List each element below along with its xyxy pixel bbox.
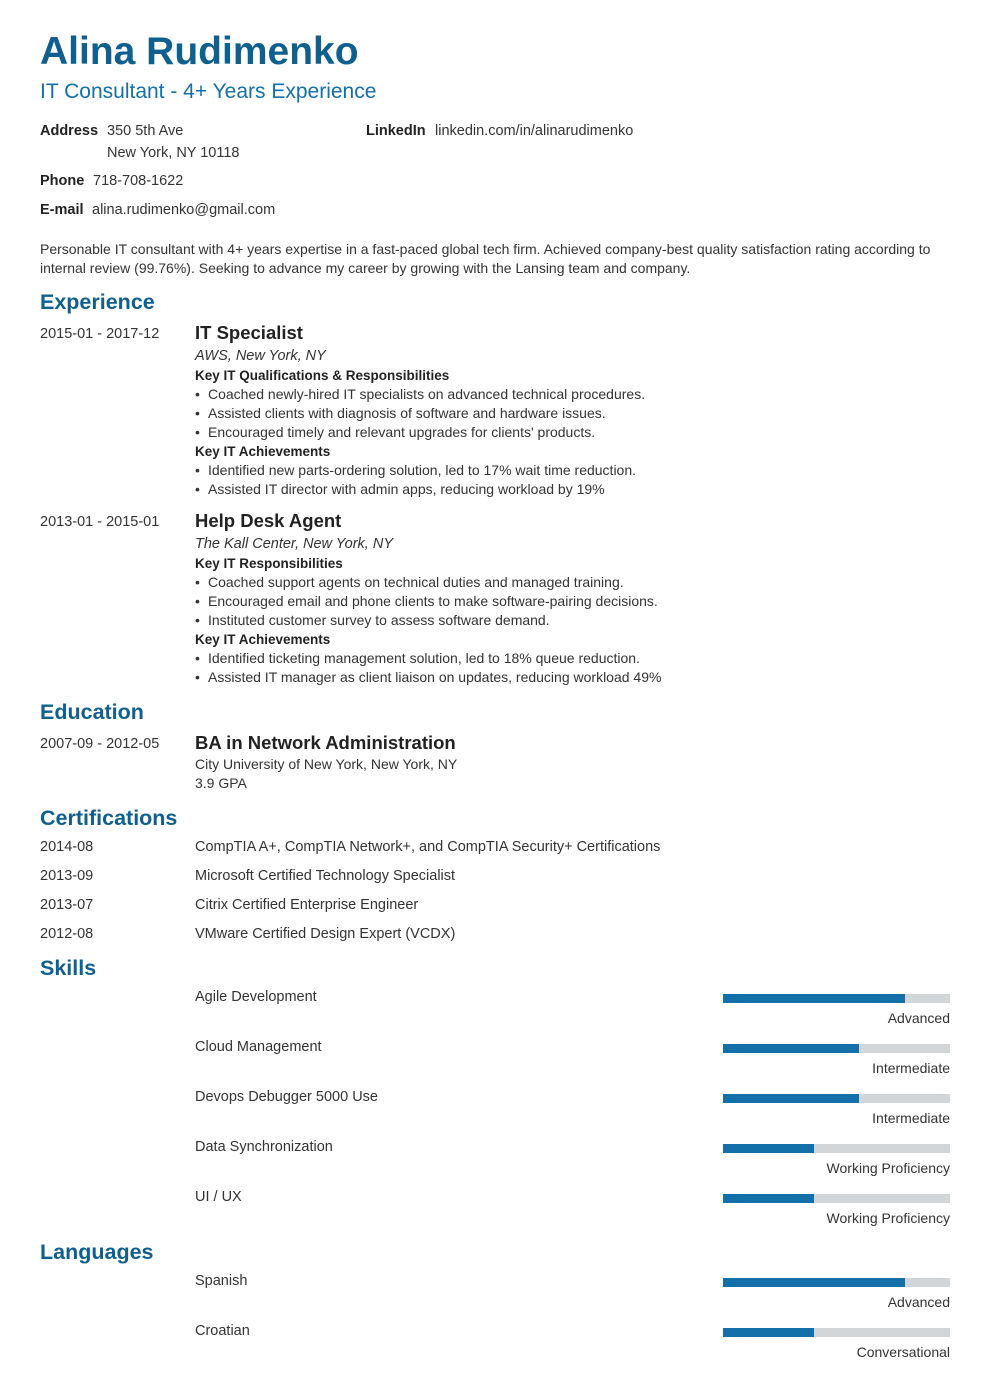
- education-school: City University of New York, New York, NY: [195, 756, 458, 772]
- section-title-experience: Experience: [40, 290, 155, 314]
- bullet-icon: •: [195, 593, 200, 609]
- job-group-heading: Key IT Achievements: [195, 632, 331, 647]
- profile-summary: Personable IT consultant with 4+ years expertise in a fast-paced global tech firm. Achieved company-best quality satisfaction rating according to internal review (99.76%). Seeking to advance my career by growing with the Lansing team and company.: [40, 241, 931, 276]
- phone-label: Phone: [40, 173, 85, 189]
- bullet-icon: •: [195, 424, 200, 440]
- language-level-label: Advanced: [887, 1294, 950, 1310]
- certification-date: 2013-07: [40, 897, 94, 913]
- bullet-icon: •: [195, 669, 200, 685]
- email-link[interactable]: alina.rudimenko@gmail.com: [92, 202, 276, 218]
- bullet-text: Instituted customer survey to assess software demand.: [208, 612, 550, 628]
- bullet-text: Coached newly-hired IT specialists on advanced technical procedures.: [208, 386, 646, 402]
- skill-name: Agile Development: [195, 989, 317, 1005]
- certification-date: 2012-08: [40, 926, 94, 942]
- job-bullet: [195, 668, 661, 687]
- contact-linkedin: [366, 121, 766, 143]
- skill-level-label: Intermediate: [872, 1110, 950, 1126]
- address-label: Address: [40, 123, 99, 139]
- certification-name: Citrix Certified Enterprise Engineer: [195, 897, 419, 913]
- skill-name: Data Synchronization: [195, 1139, 333, 1155]
- skill-level-bar: [723, 1044, 950, 1053]
- contact-phone: [40, 171, 340, 193]
- language-name: Croatian: [195, 1323, 250, 1339]
- bullet-icon: •: [195, 386, 200, 402]
- bullet-icon: •: [195, 481, 200, 497]
- linkedin-link[interactable]: linkedin.com/in/alinarudimenko: [435, 123, 634, 139]
- bullet-text: Assisted IT director with admin apps, reducing workload by 19%: [208, 481, 605, 497]
- skill-level-bar: [723, 1194, 950, 1203]
- bullet-text: Assisted IT manager as client liaison on updates, reducing workload 49%: [208, 669, 662, 685]
- job-title: IT Specialist: [195, 322, 303, 343]
- job-bullet: [195, 611, 550, 630]
- certification-name: VMware Certified Design Expert (VCDX): [195, 926, 456, 942]
- language-name: Spanish: [195, 1273, 248, 1289]
- contact-address: [40, 121, 340, 165]
- bullet-text: Identified new parts-ordering solution, led to 17% wait time reduction.: [208, 462, 637, 478]
- bullet-icon: •: [195, 612, 200, 628]
- certification-name: CompTIA A+, CompTIA Network+, and CompTIA Security+ Certifications: [195, 839, 661, 855]
- job-company: AWS, New York, NY: [195, 348, 326, 364]
- bullet-text: Identified ticketing management solution, led to 18% queue reduction.: [208, 650, 640, 666]
- education-degree: BA in Network Administration: [195, 732, 456, 753]
- job-dates: 2015-01 - 2017-12: [40, 326, 160, 342]
- job-bullet: [195, 385, 645, 404]
- skill-name: Devops Debugger 5000 Use: [195, 1089, 378, 1105]
- bullet-text: Encouraged email and phone clients to make software-pairing decisions.: [208, 593, 658, 609]
- address-line1: 350 5th Ave: [107, 123, 184, 139]
- job-bullet: [195, 649, 640, 668]
- bullet-text: Encouraged timely and relevant upgrades for clients' products.: [208, 424, 596, 440]
- education-dates: 2007-09 - 2012-05: [40, 736, 160, 752]
- language-level-label: Conversational: [856, 1344, 950, 1360]
- job-bullet: [195, 573, 624, 592]
- skill-name: UI / UX: [195, 1189, 242, 1205]
- bullet-text: Coached support agents on technical duties and managed training.: [208, 574, 624, 590]
- address-line2: New York, NY 10118: [107, 145, 240, 161]
- bullet-icon: •: [195, 574, 200, 590]
- language-level-fill: [723, 1278, 905, 1287]
- linkedin-label: LinkedIn: [366, 123, 426, 139]
- phone-value[interactable]: 718-708-1622: [93, 173, 184, 189]
- skill-level-bar: [723, 1144, 950, 1153]
- bullet-icon: •: [195, 650, 200, 666]
- job-title: Help Desk Agent: [195, 510, 342, 531]
- job-dates: 2013-01 - 2015-01: [40, 514, 160, 530]
- section-title-education: Education: [40, 700, 144, 724]
- certification-name: Microsoft Certified Technology Specialist: [195, 868, 456, 884]
- skill-level-fill: [723, 1044, 859, 1053]
- skill-level-bar: [723, 994, 950, 1003]
- skill-level-fill: [723, 1144, 814, 1153]
- email-label: E-mail: [40, 202, 84, 218]
- candidate-headline: IT Consultant - 4+ Years Experience: [40, 80, 377, 103]
- language-level-bar: [723, 1328, 950, 1337]
- job-group-heading: Key IT Achievements: [195, 444, 331, 459]
- skill-level-fill: [723, 1094, 859, 1103]
- skill-level-label: Working Proficiency: [826, 1160, 950, 1176]
- section-title-languages: Languages: [40, 1240, 154, 1264]
- bullet-icon: •: [195, 405, 200, 421]
- job-bullet: [195, 404, 606, 423]
- skill-level-fill: [723, 1194, 814, 1203]
- language-level-fill: [723, 1328, 814, 1337]
- skill-name: Cloud Management: [195, 1039, 322, 1055]
- section-title-skills: Skills: [40, 956, 97, 980]
- language-level-bar: [723, 1278, 950, 1287]
- job-bullet: [195, 461, 636, 480]
- skill-level-bar: [723, 1094, 950, 1103]
- bullet-icon: •: [195, 462, 200, 478]
- bullet-text: Assisted clients with diagnosis of software and hardware issues.: [208, 405, 606, 421]
- job-group-heading: Key IT Responsibilities: [195, 556, 343, 571]
- skill-level-label: Working Proficiency: [826, 1210, 950, 1226]
- job-bullet: [195, 423, 595, 442]
- skill-level-label: Intermediate: [872, 1060, 950, 1076]
- contact-email: [40, 200, 440, 222]
- job-company: The Kall Center, New York, NY: [195, 536, 393, 552]
- skill-level-fill: [723, 994, 905, 1003]
- skill-level-label: Advanced: [887, 1010, 950, 1026]
- education-gpa: 3.9 GPA: [195, 775, 247, 791]
- job-group-heading: Key IT Qualifications & Responsibilities: [195, 368, 450, 383]
- job-bullet: [195, 592, 658, 611]
- certification-date: 2013-09: [40, 868, 94, 884]
- section-title-certifications: Certifications: [40, 806, 178, 830]
- candidate-name: Alina Rudimenko: [40, 30, 359, 73]
- certification-date: 2014-08: [40, 839, 94, 855]
- job-bullet: [195, 480, 605, 499]
